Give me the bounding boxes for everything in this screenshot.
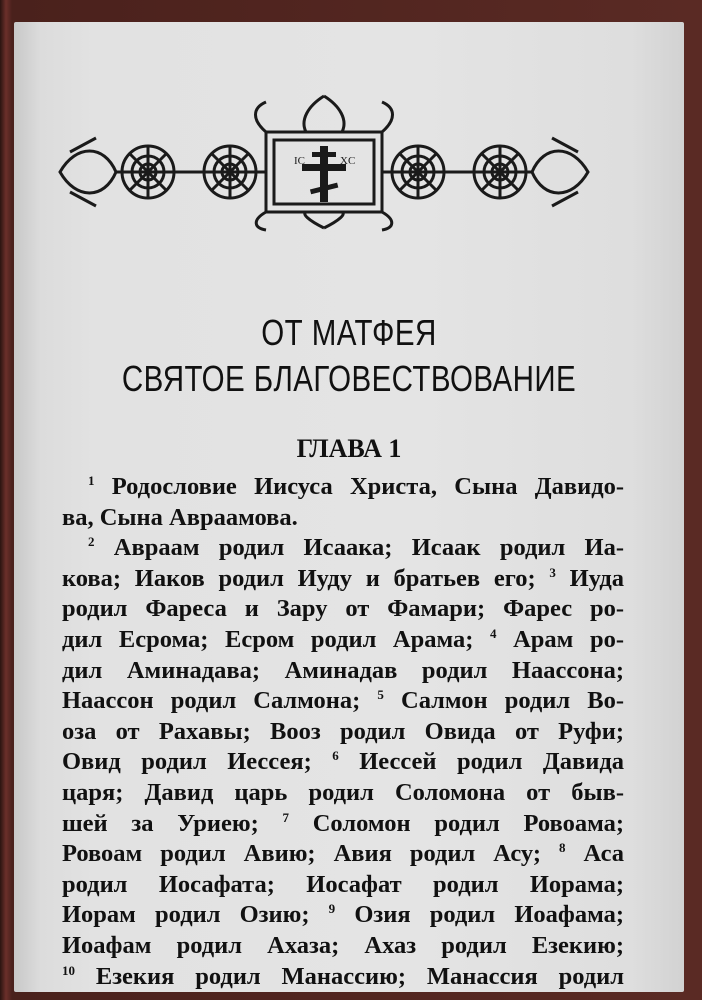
verse-number: 1: [88, 473, 95, 488]
verse-text: Соломон родил Ровоама;: [312, 809, 624, 837]
page-sheet: [14, 22, 684, 992]
verse-text: Иуда: [569, 564, 624, 592]
text-line: [62, 931, 624, 962]
text-line: [62, 839, 624, 870]
verse-number: 5: [377, 687, 384, 703]
text-line: [62, 900, 624, 931]
verse-text: дил Есрома; Есром родил Арама;: [62, 625, 491, 653]
verse-text: царя; Давид царь родил Соломона от быв-: [62, 778, 624, 806]
verse-number: 10: [62, 962, 75, 978]
verse-text: родил Иосафата; Иосафат родил Иорама;: [62, 870, 624, 898]
verse-text: Наассон родил Салмона;: [62, 687, 378, 715]
verse-text: Иорам родил Озию;: [62, 901, 329, 929]
text-line: [62, 686, 624, 717]
text-line: [62, 503, 624, 534]
verse-text: Авраам родил Исаака; Исаак родил Иа-: [113, 534, 625, 562]
verse-text: шей за Уриею;: [62, 809, 283, 837]
text-line: [62, 594, 624, 625]
verse-text: оза от Рахавы; Вооз родил Овида от Руфи;: [62, 717, 624, 745]
verse-text: Родословие Иисуса Христа, Сына Давидо-: [111, 473, 624, 500]
text-line: [62, 533, 624, 564]
text-line: [62, 778, 624, 809]
text-line: [62, 564, 624, 595]
verse-text: Салмон родил Во-: [401, 687, 625, 715]
verse-number: 3: [549, 564, 556, 580]
verse-number: 2: [88, 534, 95, 550]
svg-text:IC: IC: [294, 155, 305, 167]
verse-number: 8: [558, 840, 566, 856]
verse-text: Аса: [583, 840, 624, 868]
verse-text-block: [62, 472, 624, 992]
verse-text: Езекия родил Манассию; Манассия родил: [95, 962, 625, 990]
svg-text:XC: XC: [340, 155, 356, 167]
verse-text: дил Аминадава; Аминадав родил Наассона;: [62, 656, 624, 684]
text-line: [62, 717, 624, 748]
text-line: [62, 656, 624, 687]
chapter-heading: ГЛАВА 1: [296, 434, 402, 463]
verse-number: 6: [332, 748, 339, 764]
verse-text: ва, Сына Авраамова.: [62, 503, 298, 531]
verse-text: кова; Иаков родил Иуду и братьев его;: [62, 564, 550, 592]
verse-text: Арам ро-: [513, 625, 624, 653]
verse-text: Иоафам родил Ахаза; Ахаз родил Езекию;: [62, 931, 624, 959]
verse-text: Ровоам родил Авию; Авия родил Асу;: [62, 840, 559, 868]
verse-text: родил Фареса и Зару от Фамари; Фарес ро-: [62, 595, 624, 623]
book-subtitle: СВЯТОЕ БЛАГОВЕСТВОВАНИЕ: [121, 358, 577, 399]
text-line: [62, 472, 624, 503]
text-line: [62, 625, 624, 656]
verse-number: 9: [328, 901, 336, 917]
verse-number: 7: [282, 809, 289, 825]
orthodox-cross-ornament-icon: [56, 92, 592, 232]
text-line: [62, 870, 624, 901]
book-title: ОТ МАТФЕЯ: [261, 312, 437, 353]
verse-text: Овид родил Иессея;: [62, 748, 333, 776]
text-line: [62, 809, 624, 840]
verse-number: 4: [490, 625, 497, 641]
verse-text: Озия родил Иоафама;: [354, 901, 625, 929]
verse-text: Иессей родил Давида: [359, 748, 624, 776]
text-line: [62, 962, 624, 993]
text-line: [62, 747, 624, 778]
